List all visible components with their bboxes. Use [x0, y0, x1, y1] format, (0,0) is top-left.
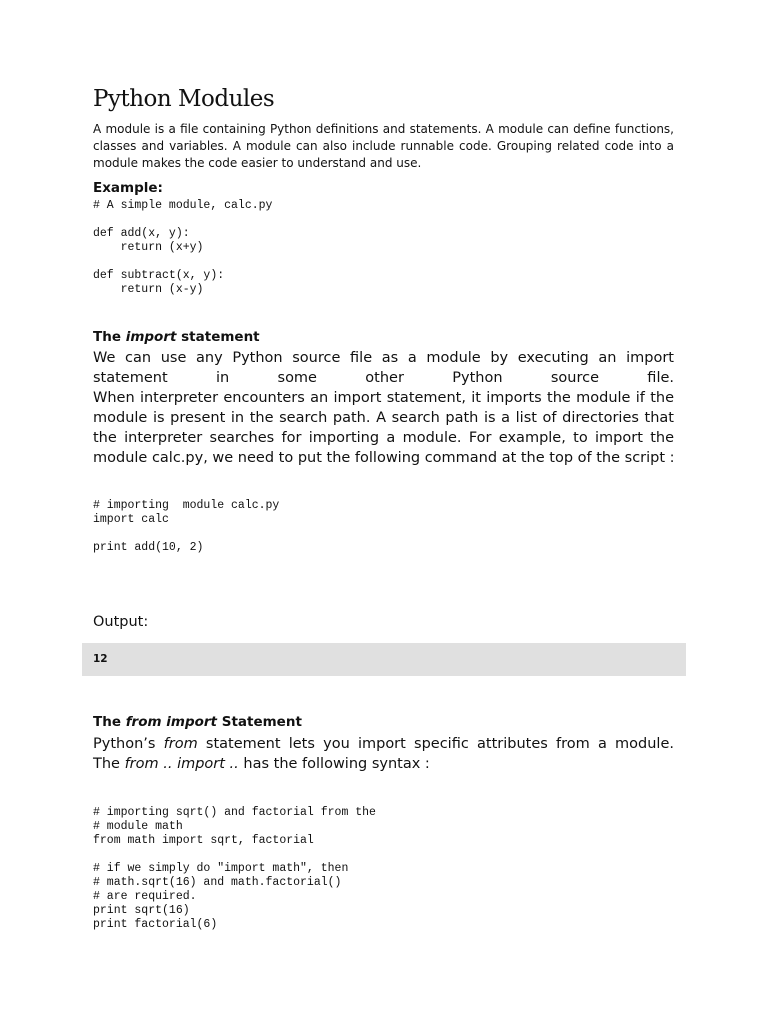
- text-run: The: [93, 756, 125, 772]
- from-import-paragraph: [93, 734, 674, 774]
- text-run-italic: from .. import ..: [124, 756, 239, 772]
- import-section-paragraph: [93, 348, 674, 468]
- heading-keyword: import: [125, 329, 177, 345]
- from-import-code-block: # importing sqrt() and factorial from the # module math from math import sqrt, factorial # if we simply do "import math", then # math.sqrt(16) and math.factorial() # are required. print sqrt(16) print factorial(6): [93, 806, 376, 931]
- paragraph-line: [93, 734, 674, 754]
- paragraph-line: When interpreter encounters an import statement, it imports the module if the: [93, 390, 674, 406]
- paragraph-line: module calc.py, we need to put the following command at the top of the script :: [93, 450, 675, 466]
- heading-prefix: The: [93, 714, 126, 730]
- heading-keyword: from import: [125, 714, 218, 730]
- intro-paragraph: [93, 121, 674, 172]
- paragraph-line: module is present in the search path. A search path is a list of directories that: [93, 410, 674, 426]
- text-run: statement lets you import specific attributes from a module.: [197, 736, 674, 752]
- heading-suffix: Statement: [217, 714, 302, 730]
- text-run: has the following syntax :: [238, 756, 430, 772]
- paragraph-line: [93, 754, 674, 774]
- intro-line: module makes the code easier to understand and use.: [93, 156, 422, 170]
- text-run: Python’s: [93, 736, 164, 752]
- page-title: Python Modules: [93, 86, 275, 112]
- paragraph-line: statement in some other Python source file.: [93, 370, 674, 386]
- paragraph-line: the interpreter searches for importing a module. For example, to import the: [93, 430, 674, 446]
- example-label: Example:: [93, 180, 163, 196]
- output-box: [82, 643, 686, 676]
- intro-line: A module is a file containing Python definitions and statements. A module can define functions,: [93, 122, 674, 136]
- import-section-heading: [93, 329, 260, 345]
- heading-prefix: The: [93, 329, 126, 345]
- heading-suffix: statement: [176, 329, 260, 345]
- paragraph-line: We can use any Python source file as a module by executing an import: [93, 350, 674, 366]
- output-label: Output:: [93, 614, 149, 630]
- example-code-block: # A simple module, calc.py def add(x, y): return (x+y) def subtract(x, y): return (x-y): [93, 199, 273, 296]
- from-import-section-heading: [93, 714, 302, 730]
- import-code-block: # importing module calc.py import calc print add(10, 2): [93, 499, 280, 554]
- text-run-italic: from: [163, 736, 198, 752]
- output-value: 12: [93, 653, 108, 665]
- intro-line: classes and variables. A module can also include runnable code. Grouping related code into a: [93, 139, 674, 153]
